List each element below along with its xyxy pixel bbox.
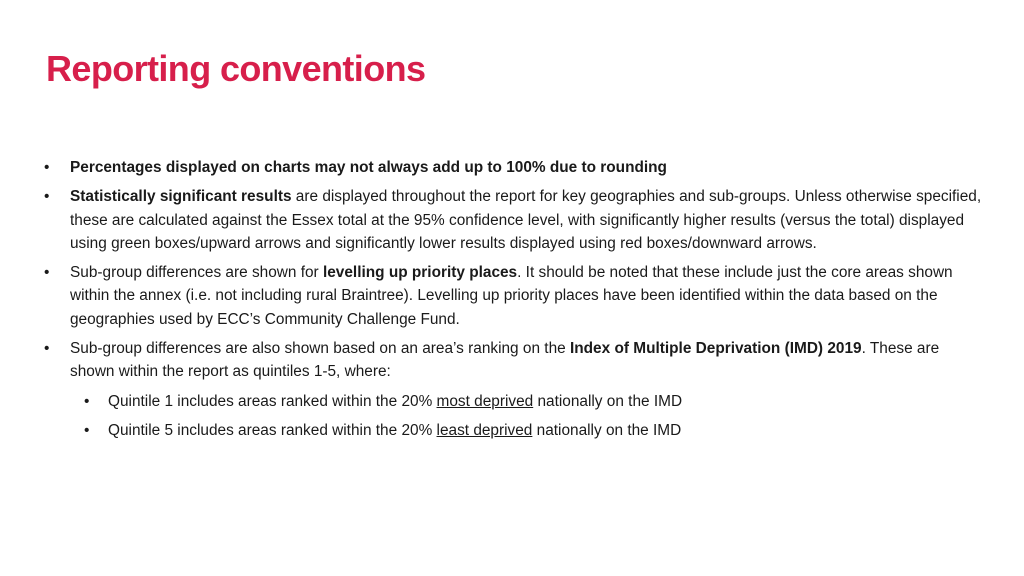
quintile-list bbox=[70, 390, 984, 443]
significance-heading: Statistically significant results bbox=[70, 188, 292, 206]
most-deprived-term: most deprived bbox=[436, 392, 534, 410]
bullet-marker: • bbox=[44, 340, 50, 358]
levelling-up-post: . It should be noted that these include just the core areas shown within the annex (i.e. not including rural Braintree). Levelling up priority places have been identified within the data based on the geographies used by ECC’s Community Challenge Fund. bbox=[70, 264, 953, 328]
slide-title: Reporting conventions bbox=[46, 48, 426, 89]
bullet-significance bbox=[44, 185, 984, 255]
significance-text: are displayed throughout the report for key geographies and sub-groups. Unless otherwise specified, these are calculated against the Essex total at the 95% confidence level, with significantly higher results (versus the total) displayed using green boxes/upward arrows and significantly lower results displayed using red boxes/downward arrows. bbox=[70, 188, 982, 252]
bullet-marker: • bbox=[44, 159, 50, 176]
bullet-marker: • bbox=[44, 264, 50, 282]
rounding-note: Percentages displayed on charts may not always add up to 100% due to rounding bbox=[70, 159, 667, 176]
quintile-1-pre: Quintile 1 includes areas ranked within the 20% bbox=[108, 392, 437, 410]
quintile-5-pre: Quintile 5 includes areas ranked within the 20% bbox=[108, 421, 437, 439]
bullet-marker: • bbox=[84, 392, 90, 410]
bullet-levelling-up bbox=[44, 261, 984, 331]
least-deprived-term: least deprived bbox=[436, 421, 533, 439]
levelling-up-pre: Sub-group differences are shown for bbox=[70, 264, 323, 282]
bullet-marker: • bbox=[44, 188, 50, 206]
bullet-rounding bbox=[44, 156, 984, 179]
bullet-imd bbox=[44, 337, 984, 442]
levelling-up-term: levelling up priority places bbox=[322, 264, 518, 282]
imd-term: Index of Multiple Deprivation (IMD) 2019 bbox=[569, 340, 862, 358]
quintile-5-item bbox=[70, 419, 984, 442]
bullet-marker: • bbox=[84, 421, 90, 439]
bullet-list bbox=[44, 156, 984, 448]
quintile-1-post: nationally on the IMD bbox=[533, 392, 683, 410]
quintile-1-item bbox=[70, 390, 984, 413]
quintile-5-post: nationally on the IMD bbox=[532, 421, 682, 439]
imd-post: . These are shown within the report as quintiles 1-5, where: bbox=[70, 340, 940, 381]
imd-pre: Sub-group differences are also shown based on an area’s ranking on the bbox=[70, 340, 570, 358]
